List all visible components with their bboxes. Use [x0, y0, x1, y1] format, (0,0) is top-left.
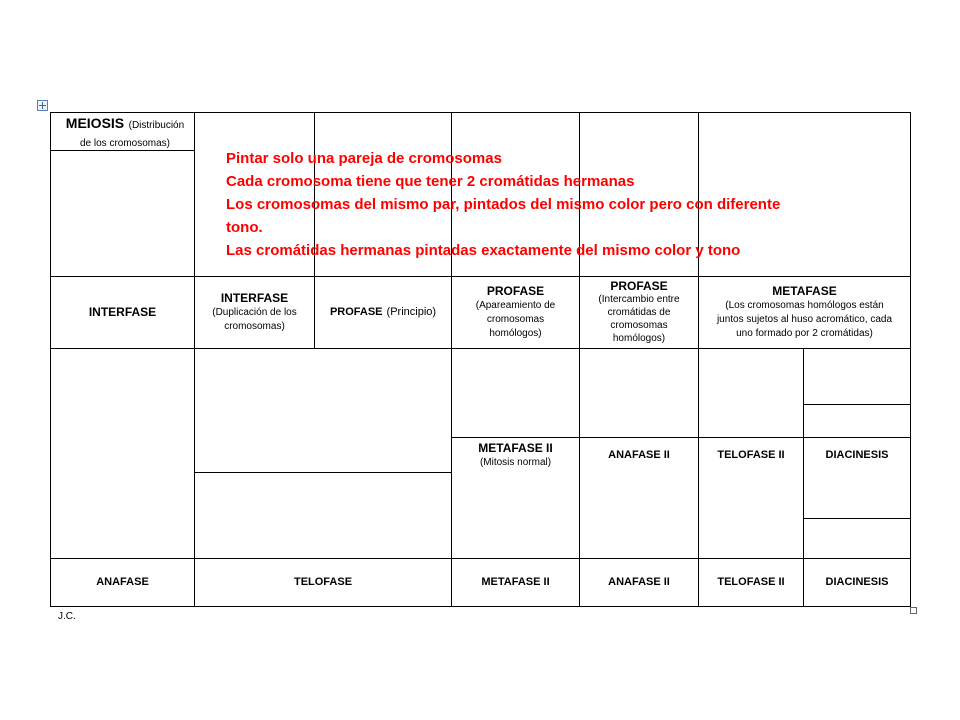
table-resize-handle[interactable]	[910, 607, 917, 614]
label-diacinesis-row2: DIACINESIS	[825, 448, 889, 461]
cell-profase-intercambio	[580, 277, 698, 348]
cell-telofase-ii-row2	[699, 438, 803, 472]
cell-anafase-ii	[580, 559, 698, 606]
cell-profase-principio	[315, 277, 451, 348]
sub-profase-intercambio-2: cromátidas de	[607, 307, 671, 318]
cell-anafase	[51, 559, 194, 606]
cell-anafase-ii-row2	[580, 438, 698, 472]
meiosis-title: MEIOSIS	[65, 115, 125, 131]
label-profase-apareamiento: PROFASE	[486, 284, 545, 298]
label-metafase-ii: METAFASE II	[481, 576, 550, 588]
cell-telofase-ii	[699, 559, 803, 606]
label-anafase-ii: ANAFASE II	[608, 576, 670, 588]
instruction-line: Cada cromosoma tiene que tener 2 cromátidas hermanas	[226, 173, 635, 190]
author-initials: J.C.	[58, 611, 76, 622]
label-interfase-a: INTERFASE	[88, 305, 157, 319]
label-telofase: TELOFASE	[293, 576, 353, 588]
table-move-handle-icon[interactable]	[37, 100, 48, 111]
sub-profase-apareamiento-1: (Apareamiento de	[475, 300, 556, 311]
sub-profase-apareamiento-3: homólogos)	[489, 328, 542, 339]
cell-interfase-a	[51, 277, 194, 348]
cell-metafase-ii-row2	[452, 438, 579, 472]
cell-interfase-b	[195, 277, 314, 348]
cell-diacinesis	[804, 559, 910, 606]
instruction-line: Las cromátidas hermanas pintadas exactamente del mismo color y tono	[226, 242, 741, 259]
sub-interfase-b-1: (Duplicación de los	[212, 307, 297, 318]
meiosis-subtitle-2: de los cromosomas)	[79, 138, 171, 149]
sub-metafase-3: uno formado por 2 cromátidas)	[736, 328, 873, 339]
label-diacinesis: DIACINESIS	[825, 576, 889, 588]
label-telofase-ii-row2: TELOFASE II	[717, 448, 785, 461]
label-interfase-b: INTERFASE	[220, 291, 289, 305]
sub-metafase-2: juntos sujetos al huso acromático, cada	[716, 314, 893, 325]
instruction-line: tono.	[226, 219, 263, 236]
sub-profase-principio: (Principio)	[386, 306, 437, 318]
instructions-text	[226, 147, 780, 262]
meiosis-subtitle-1: (Distribución	[128, 120, 185, 131]
label-profase-principio: PROFASE	[329, 306, 383, 318]
sub-metafase-ii-row2: (Mitosis normal)	[479, 456, 552, 468]
sub-metafase-1: (Los cromosomas homólogos están	[725, 300, 884, 311]
sub-interfase-b-2: cromosomas)	[224, 321, 285, 332]
instruction-line: Los cromosomas del mismo par, pintados del mismo color pero con diferente	[226, 196, 781, 213]
label-anafase-ii-row2: ANAFASE II	[608, 448, 670, 461]
cell-telofase	[195, 559, 451, 606]
sub-profase-intercambio-4: homólogos)	[612, 333, 666, 344]
label-metafase: METAFASE	[772, 284, 837, 298]
sub-profase-intercambio-3: cromosomas	[610, 320, 668, 331]
instruction-line: Pintar solo una pareja de cromosomas	[226, 150, 502, 167]
sub-profase-apareamiento-2: cromosomas	[486, 314, 545, 325]
label-metafase-ii-row2: METAFASE II	[478, 440, 553, 455]
label-telofase-ii: TELOFASE II	[717, 576, 785, 588]
label-anafase: ANAFASE	[96, 576, 149, 588]
meiosis-title-cell	[54, 114, 196, 153]
cell-diacinesis-row2	[804, 438, 910, 472]
cell-profase-apareamiento	[452, 277, 579, 348]
sub-profase-intercambio-1: (Intercambio entre	[598, 294, 680, 305]
cell-metafase	[699, 277, 910, 348]
cell-metafase-ii	[452, 559, 579, 606]
label-profase-intercambio: PROFASE	[610, 279, 668, 293]
